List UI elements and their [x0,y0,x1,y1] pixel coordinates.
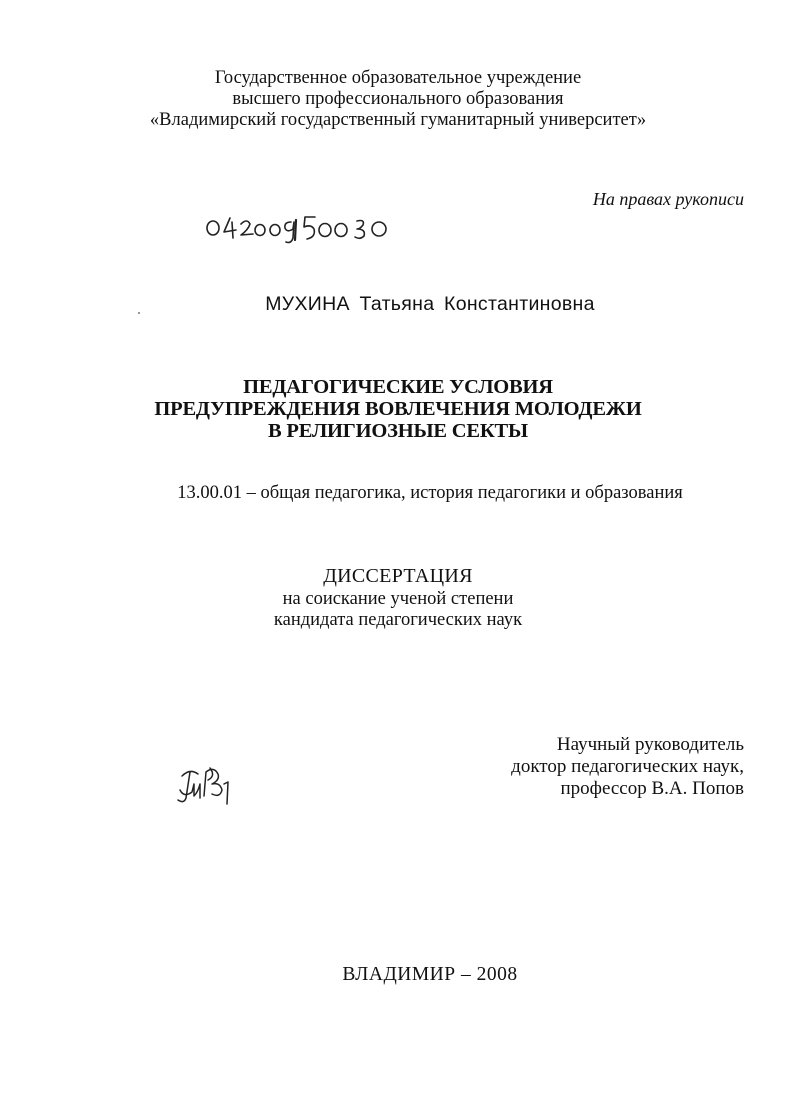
degree-line-1: на соискание ученой степени [282,589,514,609]
institution-line-3: «Владимирский государственный гуманитарный университет» [149,110,647,130]
supervisor-line-2: доктор педагогических наук, [511,756,744,777]
specialty-code: 13.00.01 – общая педагогика, история педагогики и образования [177,483,683,503]
author-name: МУХИНА Татьяна Константиновна [265,293,595,315]
supervisor-line-3: профессор В.А. Попов [560,778,744,799]
title-line-2: ПРЕДУПРЕЖДЕНИЯ ВОВЛЕЧЕНИЯ МОЛОДЕЖИ [154,398,642,420]
title-line-3: В РЕЛИГИОЗНЫЕ СЕКТЫ [268,420,528,442]
institution-line-1: Государственное образовательное учреждение [214,68,582,88]
title-line-1: ПЕДАГОГИЧЕСКИЕ УСЛОВИЯ [243,376,553,398]
institution-line-2: высшего профессионального образования [232,89,564,109]
supervisor-line-1: Научный руководитель [556,734,744,755]
handwritten-signature [172,762,242,812]
city-year: ВЛАДИМИР – 2008 [342,964,518,985]
document-type-label: ДИССЕРТАЦИЯ [323,565,473,587]
handwritten-archive-code [203,208,418,248]
degree-line-2: кандидата педагогических наук [273,610,523,630]
manuscript-note: На правах рукописи [592,189,744,209]
